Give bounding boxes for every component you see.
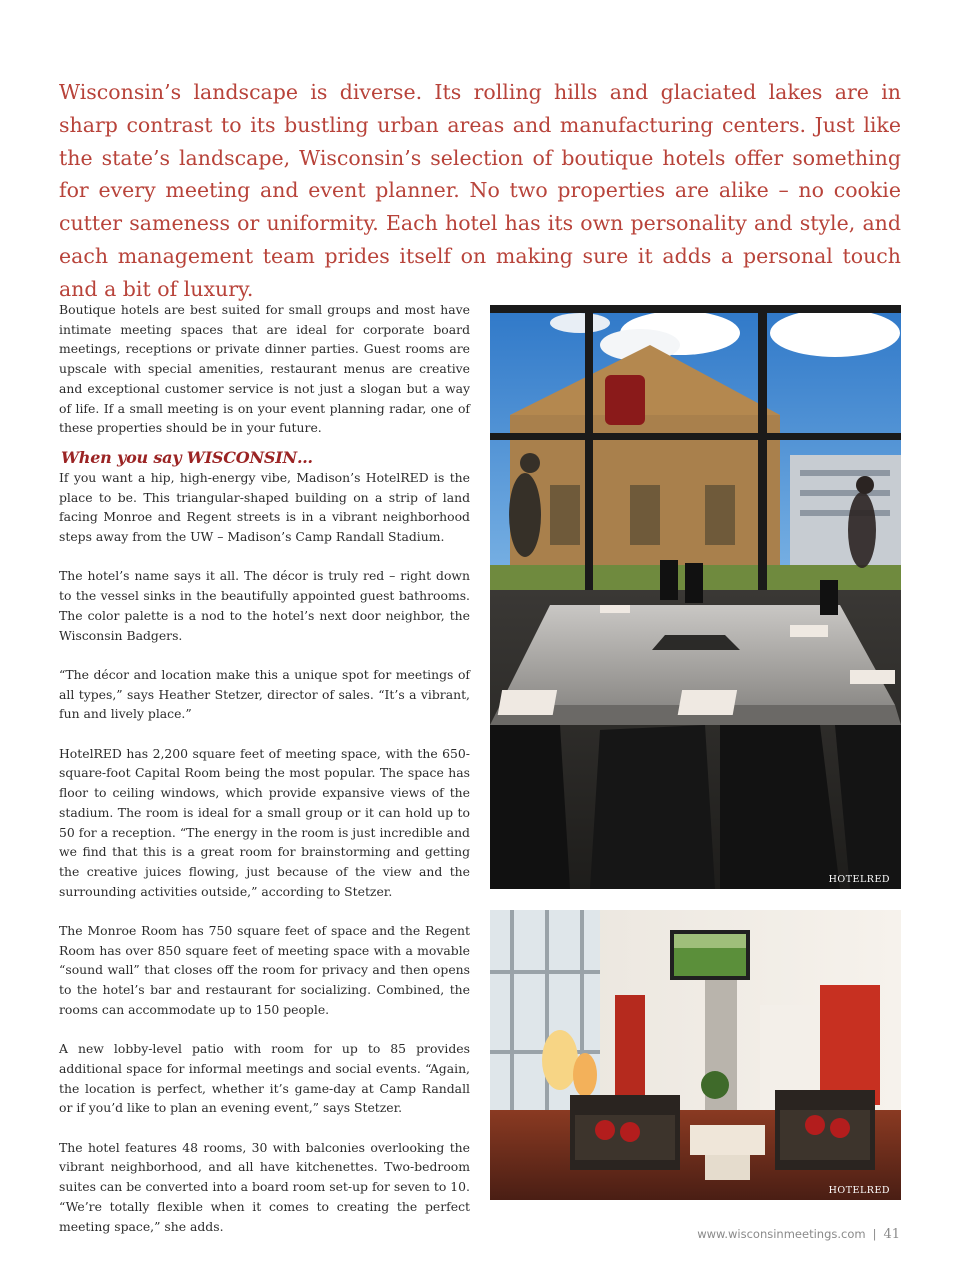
body-paragraph-7: A new lobby-level patio with room for up to 85 provides additional space for informal meetings and social events. “Again, the location is perfect, whether it’s game-day at Camp Randall or if you’d like to plan an evening event,” says Stetzer. [59, 1041, 470, 1116]
photo-caption: HOTELRED [828, 874, 890, 885]
body-paragraph-4: “The décor and location make this a unique spot for meetings of all types,” says Heather Stetzer, director of sales. “It’s a vibrant, fun and lively place.” [59, 666, 470, 722]
footer-url[interactable]: www.wisconsinmeetings.com [697, 1227, 866, 1241]
intro-paragraph: Wisconsin’s landscape is diverse. Its rolling hills and glaciated lakes are in sharp contrast to its bustling urban areas and manufacturing centers. Just like the state’s landscape, Wisconsin’s selection of boutique hotels offer something for every meeting and event planner. No two properties are alike – no cookie cutter sameness or uniformity. Each hotel has its own personality and style, and each management team prides itself on making sure it adds a personal touch and a bit of luxury. [59, 80, 901, 301]
meeting-room-photo [490, 305, 901, 889]
page-number: 41 [883, 1227, 900, 1242]
body-paragraph-3: The hotel’s name says it all. The décor is truly red – right down to the vessel sinks in the beautifully appointed guest bathrooms. The color palette is a nod to the hotel’s next door neighbor, the Wisconsin Badgers. [59, 568, 470, 643]
body-paragraph-1: Boutique hotels are best suited for small groups and most have intimate meeting spaces that are ideal for corporate board meetings, receptions or private dinner parties. Guest rooms are upscale with special amenities, restaurant menus are creative and exceptional customer service is not just a slogan but a way of life. If a small meeting is on your event planning radar, one of these properties should be in your future. [59, 302, 470, 436]
photo-caption: HOTELRED [828, 1185, 890, 1196]
lobby-photo [490, 910, 901, 1200]
body-paragraph-2: If you want a hip, high-energy vibe, Madison’s HotelRED is the place to be. This triangular-shaped building on a strip of land facing Monroe and Regent streets is in a vibrant neighborhood steps away from the UW – Madison’s Camp Randall Stadium. [59, 469, 470, 545]
page-footer [697, 1227, 900, 1242]
article-body [59, 300, 470, 1236]
section-subhead: When you say WISCONSIN… [61, 447, 313, 467]
body-paragraph-6: The Monroe Room has 750 square feet of space and the Regent Room has over 850 square feet of meeting space with a movable “sound wall” that closes off the room for privacy and then opens to the hotel’s bar and restaurant for socializing. Combined, the rooms can accommodate up to 150 people. [59, 923, 470, 1017]
body-paragraph-5: HotelRED has 2,200 square feet of meeting space, with the 650-square-foot Capital Room being the most popular. The space has floor to ceiling windows, which provide expansive views of the stadium. The room is ideal for a small group or it can hold up to 50 for a reception. “The energy in the room is just incredible and we find that this is a great room for brainstorming and getting the creative juices flowing, just because of the view and the surrounding activities outside,” according to Stetzer. [59, 745, 470, 899]
body-paragraph-8: The hotel features 48 rooms, 30 with balconies overlooking the vibrant neighborhood, and all have kitchenettes. Two-bedroom suites can be converted into a board room set-up for seven to 10. “We’re totally flexible when it comes to creating the perfect meeting space,” she adds. [59, 1139, 470, 1234]
footer-separator: | [872, 1227, 877, 1241]
